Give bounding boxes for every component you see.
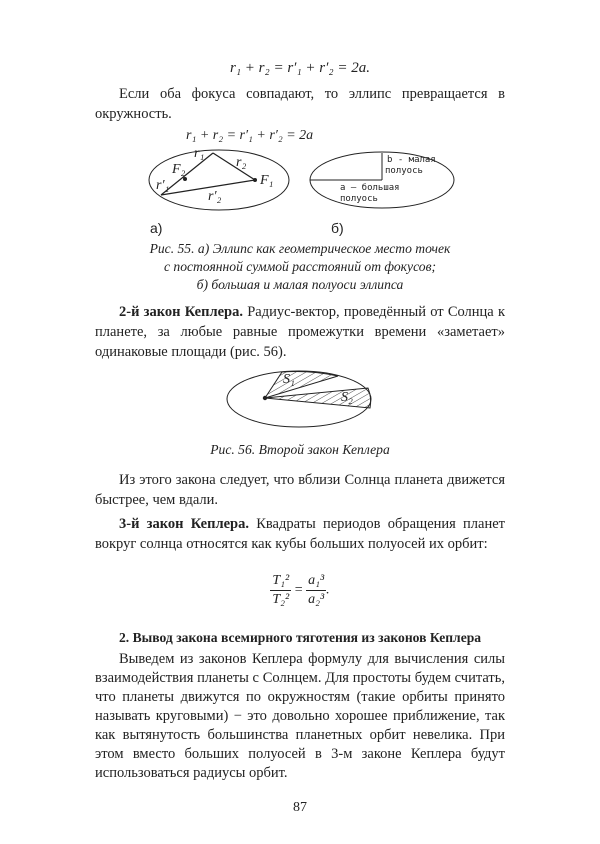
label-minor-axis: b - малая	[387, 155, 436, 165]
formula-ellipse-sum: r₁ + r₂ = r′₁ + r′₂ = 2a.	[229, 60, 370, 76]
kepler-law-2	[95, 302, 505, 362]
focus-f1-point	[253, 178, 257, 182]
label-minor-axis-2: полуось	[385, 166, 423, 176]
figure56-caption: Рис. 56. Второй закон Кеплера	[210, 442, 390, 457]
label-s1: S₁	[283, 372, 295, 387]
figure55-caption-1: Рис. 55. а) Эллипс как геометрическое место точек	[149, 241, 451, 256]
formula-kepler-3	[95, 572, 505, 609]
frac-right-num: a₁³	[306, 572, 326, 591]
focus-f2-point	[183, 177, 187, 181]
label-major-axis-2: полуось	[340, 194, 378, 204]
period: .	[326, 582, 330, 598]
label-s2: S₂	[341, 390, 353, 405]
label-r2: r₂	[236, 155, 247, 170]
label-f1: F₁	[260, 173, 274, 188]
kepler-law-3	[95, 514, 505, 554]
frac-left-num: T₁²	[270, 572, 291, 591]
label-r1-prime: r′₁	[156, 178, 170, 193]
label-f2: F₂	[172, 162, 186, 177]
frac-right-den: a₂³	[308, 592, 325, 607]
sun-point	[263, 396, 267, 400]
paragraph-circle: Если оба фокуса совпадают, то эллипс превращается в окружность.	[95, 86, 505, 122]
kepler-law-2-title: 2-й закон Кеплера.	[119, 304, 243, 320]
kepler-law-3-text: Квадраты периодов обращения планет вокруг солнца относятся как кубы больших полуосей их орбит:	[95, 516, 506, 552]
sublabel-a: а)	[150, 220, 163, 236]
label-r1: r₁	[194, 146, 205, 161]
figure55-formula: r₁ + r₂ = r′₁ + r′₂ = 2a	[186, 128, 314, 143]
paragraph-derivation: Выведем из законов Кеплера формулу для вычисления силы взаимодействия планеты с Солнцем. Для простоты будем считать, что планеты движутся по окружностям (такие орбиты принято называть круговыми) − это довольно хорошее приближение, так как вытянутость большинства планетных орбит невелика. При этом вместо больших полуосей в 3-м законе Кеплера будут использоваться радиусы орбит.	[95, 651, 505, 781]
equals-sign: =	[294, 582, 303, 598]
frac-left-den: T₂²	[272, 592, 290, 607]
kepler-law-2-text: Радиус-вектор, проведённый от Солнца к планете, за любые равные промежутки времени «заметает» одинаковые площади (рис. 56).	[95, 304, 506, 360]
kepler-law-3-title: 3-й закон Кеплера.	[119, 516, 249, 532]
page-number: 87	[293, 800, 307, 815]
figure55-caption-2: с постоянной суммой расстояний от фокусов;	[163, 259, 436, 274]
figure55-caption-3: б) большая и малая полуоси эллипса	[196, 277, 404, 292]
section-heading: 2. Вывод закона всемирного тяготения из законов Кеплера	[119, 630, 482, 645]
label-r2-prime: r′₂	[208, 189, 222, 204]
paragraph-speed: Из этого закона следует, что вблизи Солнца планета движется быстрее, чем вдали.	[95, 472, 505, 508]
sublabel-b: б)	[331, 220, 344, 236]
label-major-axis: a – большая	[340, 183, 400, 193]
